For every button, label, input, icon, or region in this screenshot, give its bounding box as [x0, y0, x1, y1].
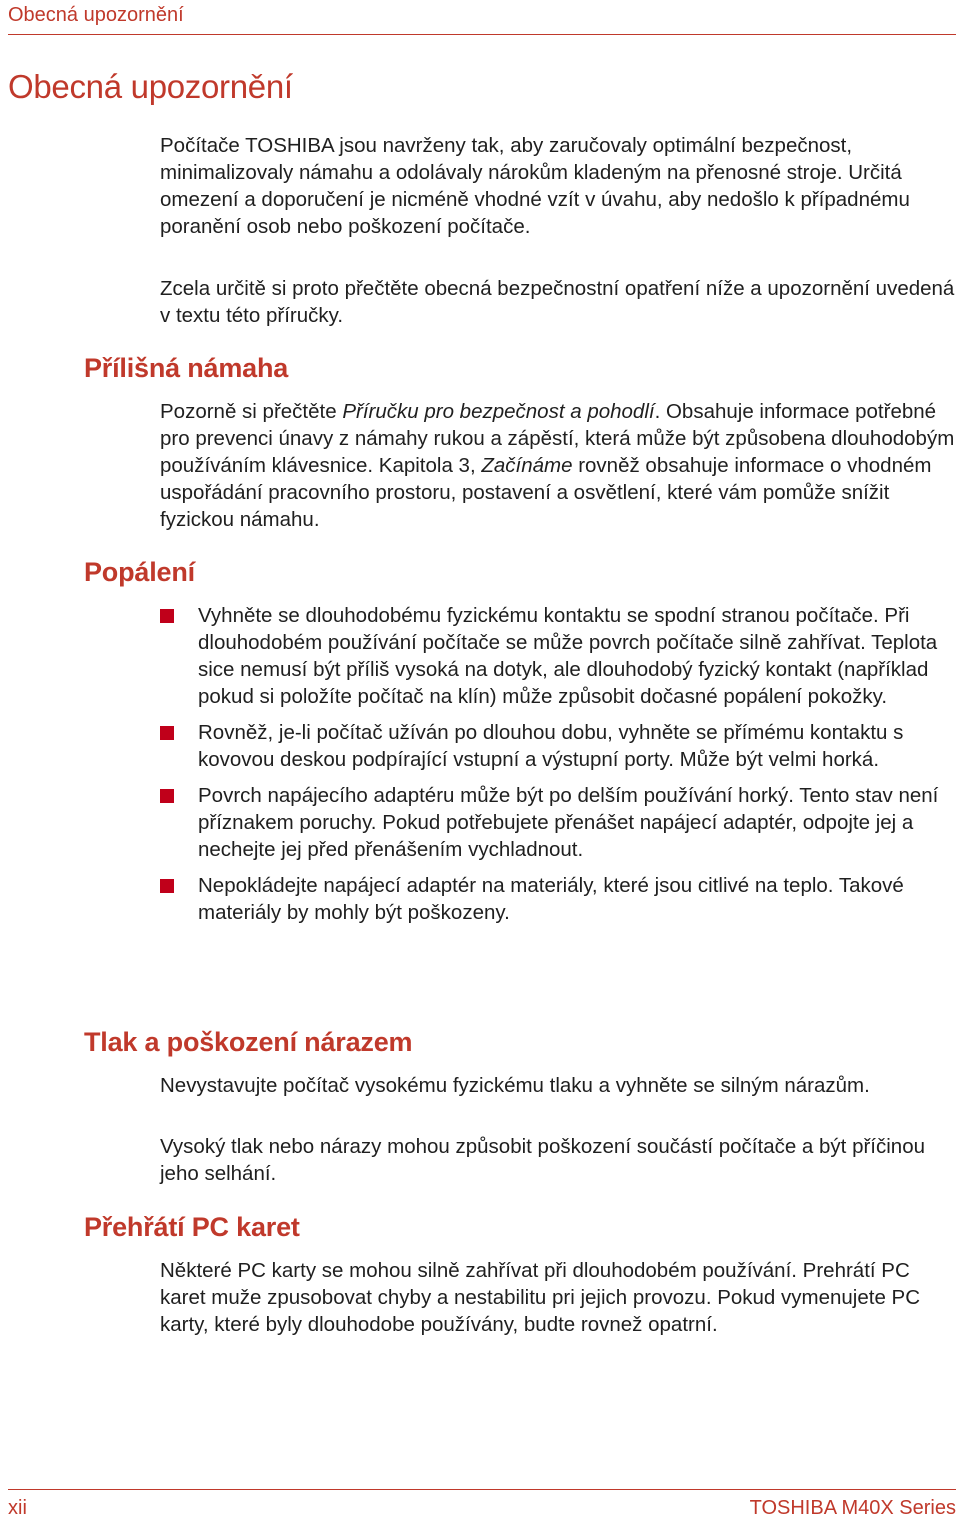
section-heading-pc-cards: Přehřátí PC karet [84, 1212, 300, 1242]
list-item-text: Rovněž, je-li počítač užíván po dlouhou dobu, vyhněte se přímému kontaktu s kovovou deskou podpírající vstupní a výstupní porty. Může být velmi horká. [198, 721, 904, 771]
section-heading-burns: Popálení [84, 557, 195, 587]
section-heading-pressure: Tlak a poškození nárazem [84, 1027, 413, 1057]
square-bullet-icon [160, 789, 174, 803]
list-item-text: Vyhněte se dlouhodobému fyzickému kontaktu se spodní stranou počítače. Při dlouhodobém používání počítače se může povrch počítače silně zahřívat. Teplota sice nemusí být příliš vysoká na dotyk, ale dlouhodobý fyzický kontakt (například pokud si položíte počítač na klín) může způsobit dočasné popálení pokožky. [198, 604, 938, 708]
list-item-text: Povrch napájecího adaptéru může být po delším používání horký. Tento stav není příznakem poruchy. Pokud potřebujete přenášet napájecí adaptér, odpojte jej a nechejte jej před přenášením vychladnout. [198, 784, 939, 861]
page-title: Obecná upozornění [8, 68, 293, 105]
intro-paragraph-1: Počítače TOSHIBA jsou navrženy tak, aby zaručovaly optimální bezpečnost, minimalizovaly námahu a odolávaly nárokům kladeným na přenosné stroje. Určitá omezení a doporučení je nicméně vhodné vzít v úvahu, aby nedošlo k případnému poranění osob nebo poškození počítače. [160, 134, 910, 238]
chapter-title: Začínáme [481, 454, 573, 477]
pc-cards-paragraph: Některé PC karty se mohou silně zahřívat při dlouhodobém používání. Prehrátí PC karet muže zpusobovat chyby a nestabilitu pri jejich provozu. Pokud vymenujete PC karty, které byly dlouhodobe používány, budte rovnež opatrní. [160, 1259, 921, 1336]
list-item [160, 719, 950, 773]
square-bullet-icon [160, 609, 174, 623]
intro-paragraph-2: Zcela určitě si proto přečtěte obecná bezpečnostní opatření níže a upozornění uvedená v textu této příručky. [160, 277, 955, 327]
pressure-paragraph-1: Nevystavujte počítač vysokému fyzickému tlaku a vyhněte se silným nárazům. [160, 1074, 870, 1097]
list-item-text: Nepokládejte napájecí adaptér na materiály, které jsou citlivé na teplo. Takové materiály by mohly být poškozeny. [198, 874, 904, 924]
footer-divider [8, 1489, 956, 1490]
strain-text-post: rovněž obsahuje informace o vhodném uspořádání pracovního prostoru, postavení a osvětlení, které vám pomůže snížit fyzickou námahu. [160, 454, 932, 531]
square-bullet-icon [160, 879, 174, 893]
burns-bullet-list [160, 602, 950, 935]
list-item [160, 602, 950, 710]
safety-guide-title: Příručku pro bezpečnost a pohodlí [342, 400, 655, 423]
strain-text-mid: . Obsahuje informace potřebné pro prevenci únavy z námahy rukou a zápěstí, která může být způsobena dlouhodobým používáním klávesnice. Kapitola 3, [160, 400, 955, 477]
running-header-title: Obecná upozornění [8, 4, 184, 26]
square-bullet-icon [160, 726, 174, 740]
pressure-paragraph-2: Vysoký tlak nebo nárazy mohou způsobit poškození součástí počítače a být příčinou jeho selhání. [160, 1135, 926, 1185]
header-divider [8, 34, 956, 35]
strain-text-pre: Pozorně si přečtěte [160, 400, 343, 423]
list-item [160, 872, 950, 926]
strain-paragraph [160, 398, 956, 533]
page-number: xii [8, 1497, 27, 1519]
list-item [160, 782, 950, 863]
section-heading-strain: Přílišná námaha [84, 353, 289, 383]
footer-product-name: TOSHIBA M40X Series [749, 1497, 956, 1519]
